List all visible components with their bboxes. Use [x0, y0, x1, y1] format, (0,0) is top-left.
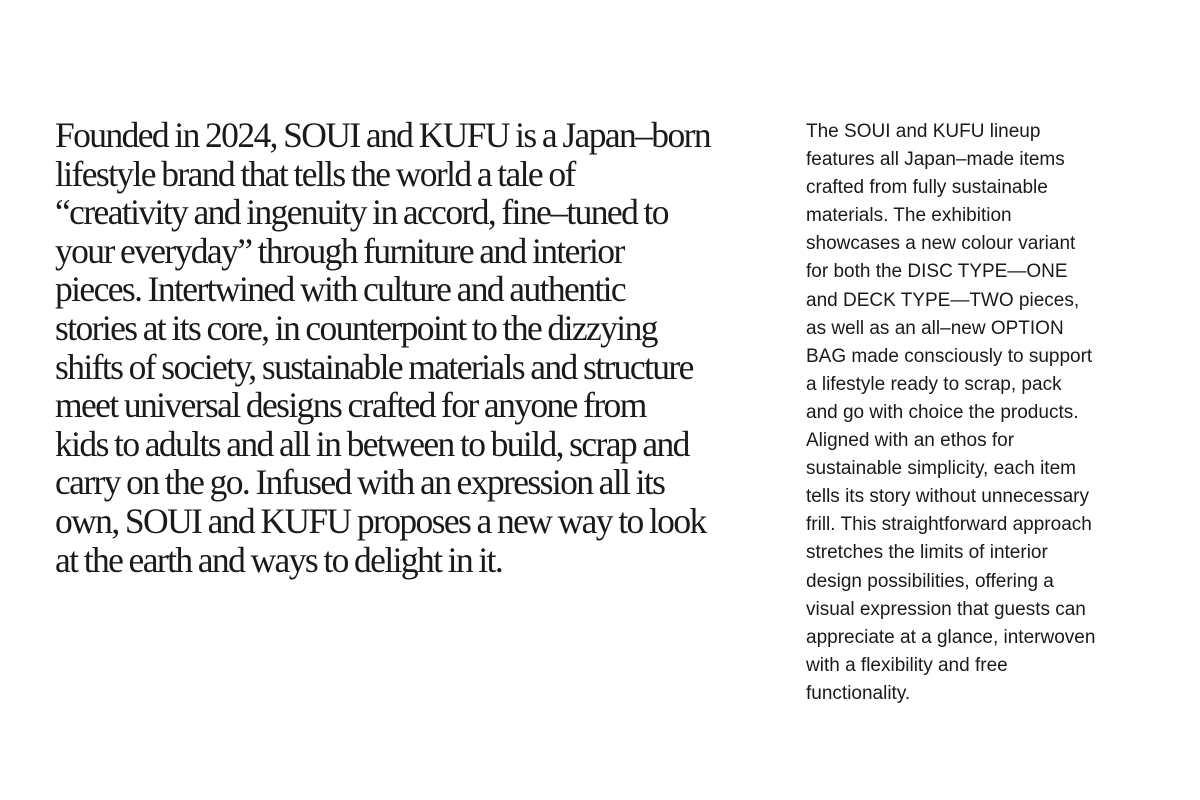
side-paragraph	[806, 118, 1186, 708]
side-paragraph-line: with a flexibility and free	[806, 654, 1008, 676]
side-paragraph-line: crafted from fully sustainable	[806, 177, 1048, 199]
side-paragraph-line: Aligned with an ethos for	[806, 430, 1015, 452]
side-paragraph-line: visual expression that guests can	[806, 598, 1086, 620]
side-paragraph-line: frill. This straightforward approach	[806, 514, 1092, 536]
side-paragraph-line: as well as an all–new OPTION	[806, 317, 1064, 339]
side-paragraph-line: materials. The exhibition	[806, 205, 1012, 227]
main-paragraph-line: carry on the go. Infused with an expression all its	[55, 462, 665, 503]
side-paragraph-line: sustainable simplicity, each item	[806, 458, 1076, 480]
main-paragraph-line: at the earth and ways to delight in it.	[55, 539, 503, 580]
main-paragraph-line: your everyday” through furniture and interior	[55, 230, 624, 271]
side-paragraph-line: functionality.	[806, 682, 911, 704]
main-paragraph-line: “creativity and ingenuity in accord, fine–tuned to	[55, 192, 668, 233]
side-paragraph-line: appreciate at a glance, interwoven	[806, 626, 1096, 648]
side-paragraph-line: BAG made consciously to support	[806, 345, 1093, 367]
side-paragraph-line: design possibilities, offering a	[806, 570, 1054, 592]
side-paragraph-line: showcases a new colour variant	[806, 233, 1076, 255]
side-paragraph-line: a lifestyle ready to scrap, pack	[806, 373, 1062, 395]
main-paragraph-line: meet universal designs crafted for anyone from	[55, 385, 646, 426]
main-paragraph-line: lifestyle brand that tells the world a tale of	[55, 153, 575, 194]
main-paragraph-line: Founded in 2024, SOUI and KUFU is a Japan–born	[55, 115, 710, 155]
side-paragraph-line: and go with choice the products.	[806, 401, 1079, 423]
main-paragraph-line: pieces. Intertwined with culture and authentic	[55, 269, 626, 310]
side-paragraph-line: and DECK TYPE—TWO pieces,	[806, 289, 1080, 311]
main-paragraph	[55, 116, 785, 579]
side-paragraph-line: features all Japan–made items	[806, 149, 1065, 171]
side-paragraph-line: tells its story without unnecessary	[806, 486, 1090, 508]
main-paragraph-line: kids to adults and all in between to build, scrap and	[55, 423, 689, 464]
side-paragraph-line: The SOUI and KUFU lineup	[806, 121, 1041, 142]
main-paragraph-line: stories at its core, in counterpoint to the dizzying	[55, 307, 657, 348]
side-paragraph-line: stretches the limits of interior	[806, 542, 1048, 564]
side-paragraph-line: for both the DISC TYPE—ONE	[806, 261, 1068, 283]
main-paragraph-line: own, SOUI and KUFU proposes a new way to look	[55, 500, 706, 541]
main-paragraph-line: shifts of society, sustainable materials and structure	[55, 346, 693, 387]
